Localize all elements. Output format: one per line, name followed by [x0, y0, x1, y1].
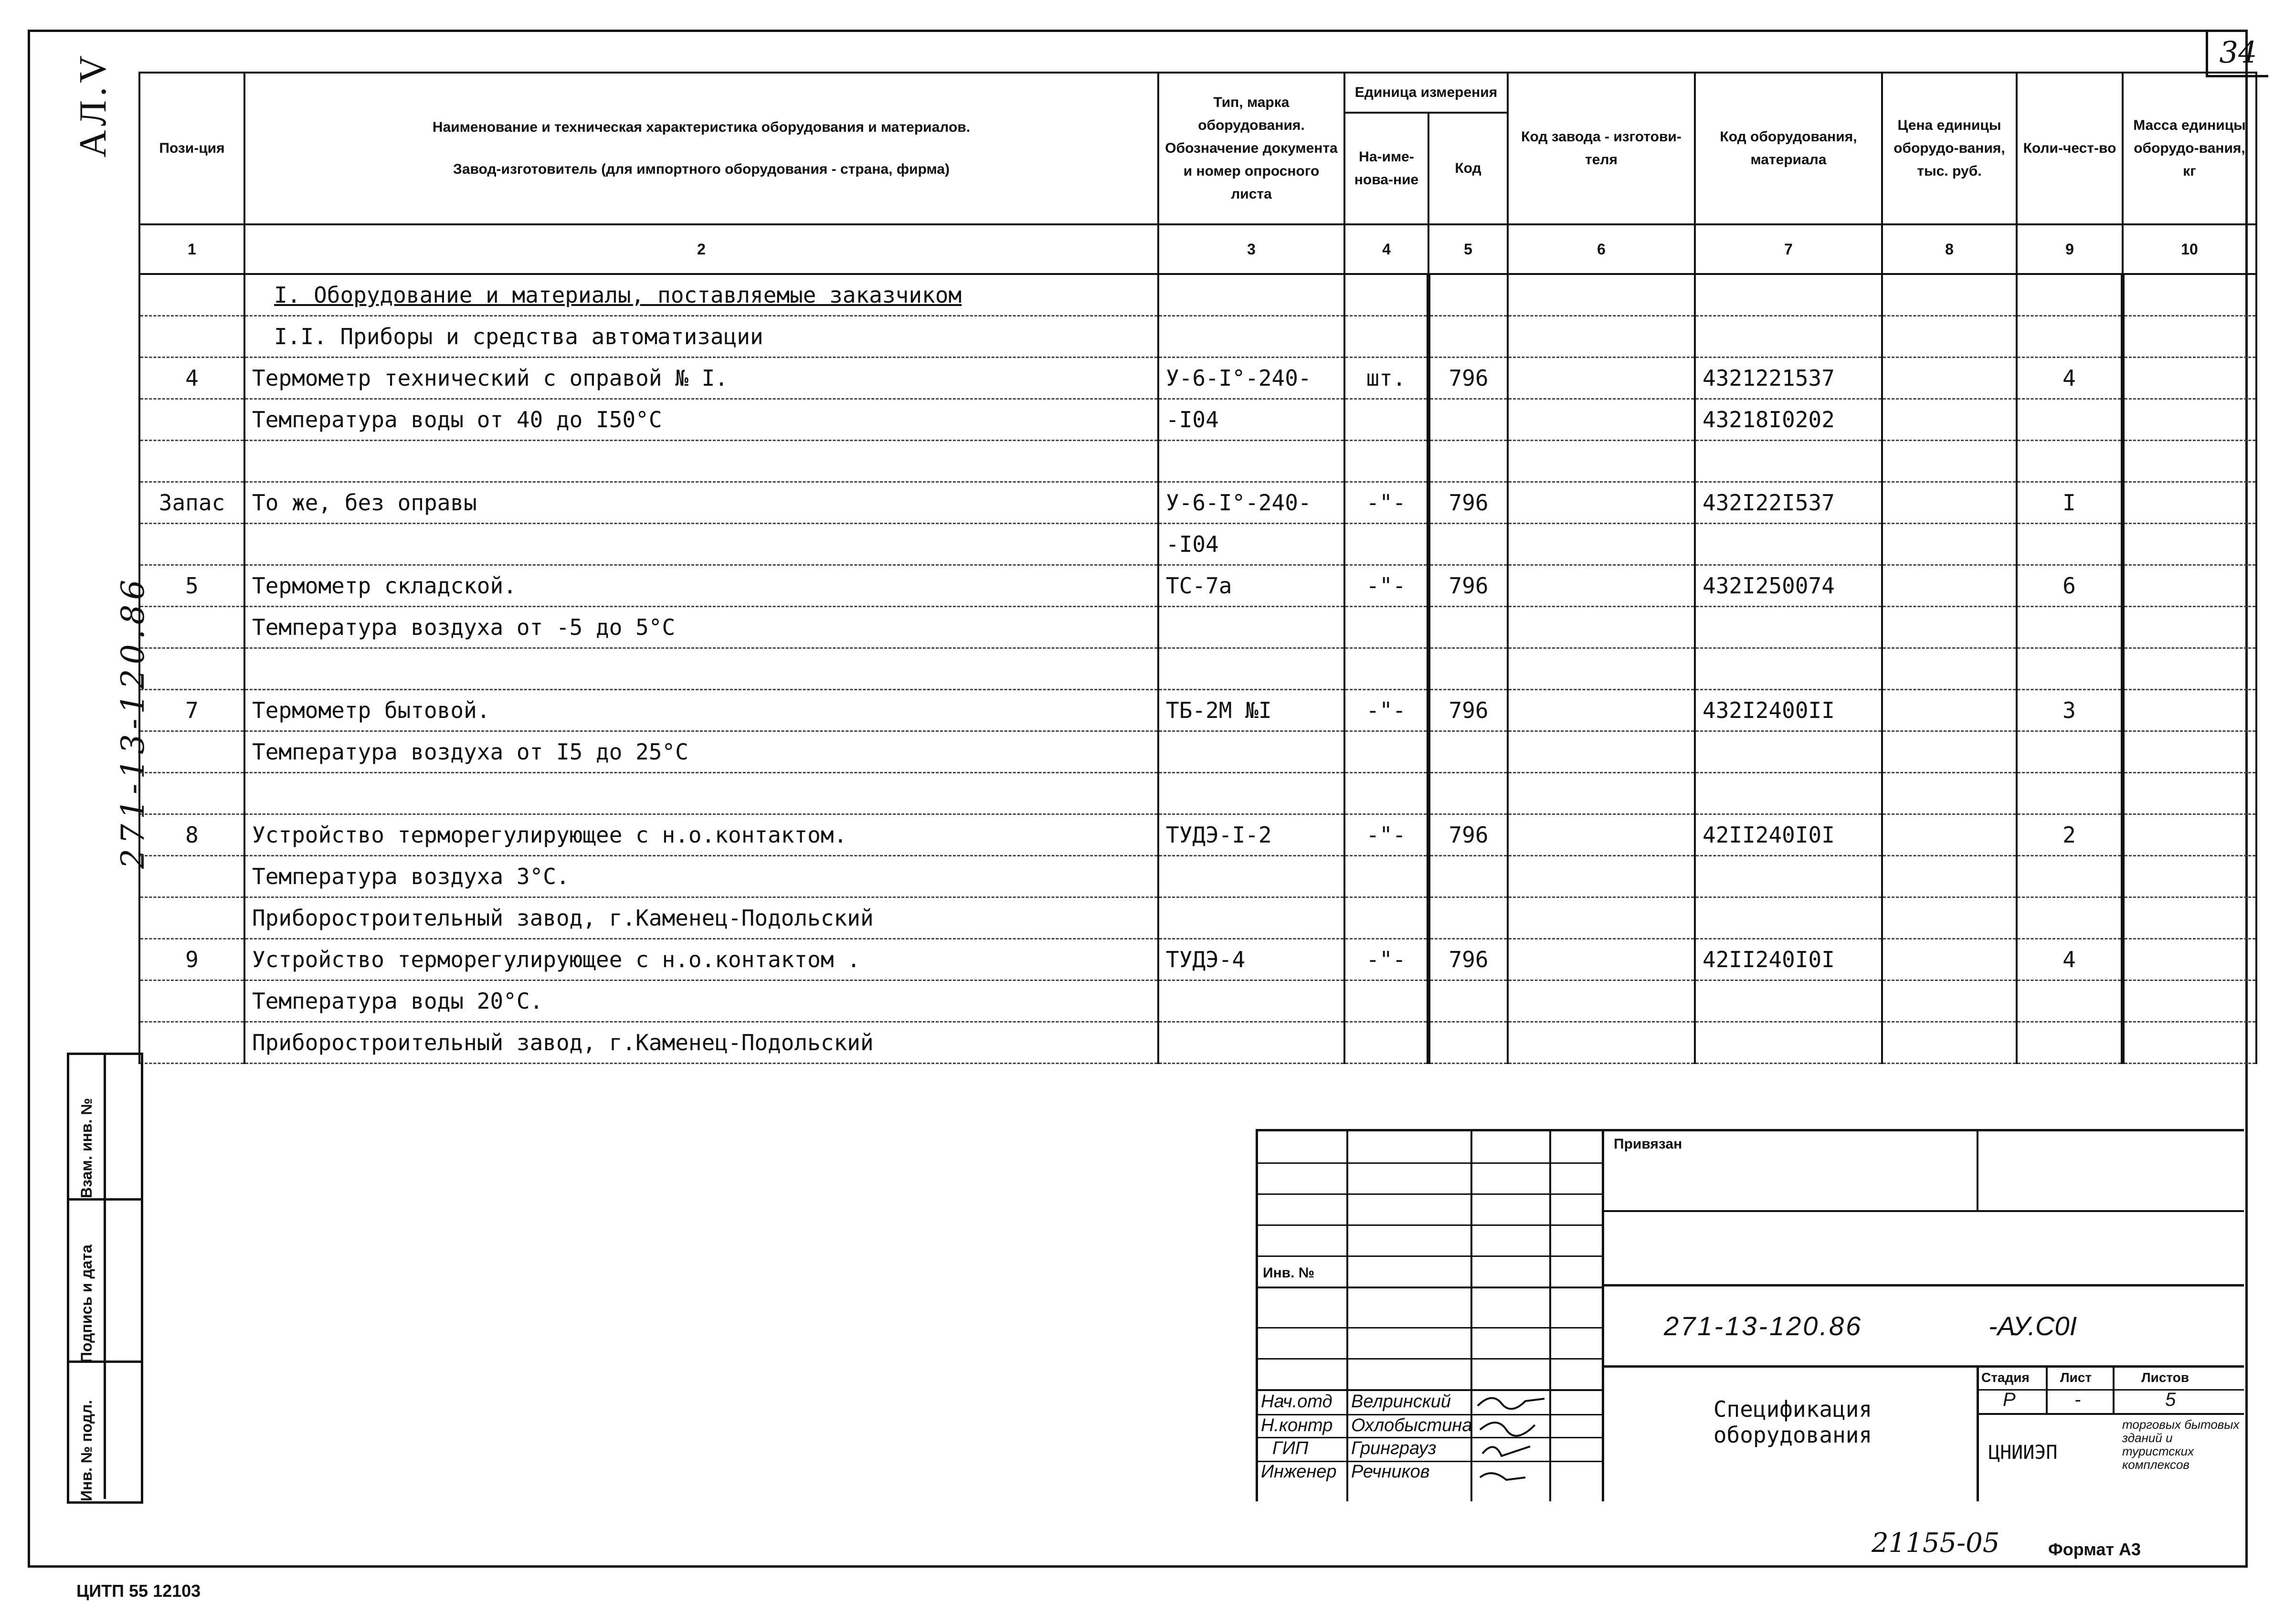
col-number: 3 [1158, 224, 1344, 274]
table-row [139, 897, 2256, 939]
cell-pos [139, 607, 244, 648]
cell-qty [2017, 274, 2123, 316]
cell-name: Устройство терморегулирующее с н.о.контактом . [244, 939, 1158, 981]
cell-mass [2123, 856, 2256, 897]
cell-eq [1695, 607, 1882, 648]
stage-label: Стадия [1981, 1370, 2030, 1385]
cell-eq: 4321221537 [1695, 358, 1882, 399]
cell-code [1428, 607, 1508, 648]
cell-name: I.I. Приборы и средства автоматизации [244, 316, 1158, 358]
sheets-value: 5 [2165, 1389, 2176, 1410]
cell-type [1158, 773, 1344, 814]
cell-mfr [1508, 1022, 1695, 1064]
col-number: 8 [1882, 224, 2017, 274]
col-number: 7 [1695, 224, 1882, 274]
col-number: 5 [1428, 224, 1508, 274]
cell-pos: 5 [139, 565, 244, 607]
cell-eq [1695, 274, 1882, 316]
cell-price [1882, 358, 2017, 399]
cell-unit: -"- [1344, 482, 1428, 524]
table-row [139, 524, 2256, 565]
cell-mass [2123, 897, 2256, 939]
cell-price [1882, 1022, 2017, 1064]
cell-eq: 43218I0202 [1695, 399, 1882, 441]
cell-mfr [1508, 773, 1695, 814]
cell-mass [2123, 316, 2256, 358]
role-name: Гринграуз [1351, 1438, 1437, 1458]
approval-stamp [67, 1053, 143, 1504]
cell-qty: 3 [2017, 690, 2123, 731]
col-header-unit-code: Код [1428, 113, 1508, 224]
cell-mfr [1508, 981, 1695, 1022]
cell-unit [1344, 316, 1428, 358]
cell-mfr [1508, 897, 1695, 939]
cell-code [1428, 856, 1508, 897]
cell-code [1428, 399, 1508, 441]
cell-type [1158, 316, 1344, 358]
cell-eq: 42II240I0I [1695, 814, 1882, 856]
cell-unit [1344, 441, 1428, 482]
column-number-row [139, 224, 2256, 274]
cell-mass [2123, 482, 2256, 524]
cell-type: У-6-I°-240- [1158, 482, 1344, 524]
cell-mass [2123, 690, 2256, 731]
doc-title: Спецификация оборудования [1713, 1396, 1872, 1448]
signatures [1473, 1392, 1549, 1501]
cell-eq [1695, 648, 1882, 690]
cell-code: 796 [1428, 565, 1508, 607]
cell-type: ТУДЭ-I-2 [1158, 814, 1344, 856]
cell-name [244, 524, 1158, 565]
cell-qty [2017, 1022, 2123, 1064]
cell-code: 796 [1428, 814, 1508, 856]
col-header-name-line1: Наименование и техническая характеристика оборудования и материалов. [432, 119, 971, 135]
col-number: 10 [2123, 224, 2256, 274]
cell-type [1158, 648, 1344, 690]
cell-mfr [1508, 316, 1695, 358]
cell-mass [2123, 814, 2256, 856]
cell-name: Температура воздуха от -5 до 5°C [244, 607, 1158, 648]
cell-eq [1695, 856, 1882, 897]
cell-type [1158, 441, 1344, 482]
table-row [139, 1022, 2256, 1064]
cell-qty [2017, 773, 2123, 814]
side-code: АЛ.V [72, 52, 114, 158]
cell-pos: 7 [139, 690, 244, 731]
cell-mass [2123, 274, 2256, 316]
cell-qty: I [2017, 482, 2123, 524]
cell-type: ТБ-2М №I [1158, 690, 1344, 731]
table-row [139, 690, 2256, 731]
table-row [139, 648, 2256, 690]
table-row [139, 981, 2256, 1022]
cell-pos: 4 [139, 358, 244, 399]
cell-eq [1695, 981, 1882, 1022]
cell-unit [1344, 607, 1428, 648]
cell-eq [1695, 731, 1882, 773]
inv-no-label: Инв. № [1263, 1265, 1315, 1281]
cell-eq: 432I2400II [1695, 690, 1882, 731]
cell-mass [2123, 773, 2256, 814]
cell-eq [1695, 773, 1882, 814]
cell-qty [2017, 981, 2123, 1022]
cell-mfr [1508, 856, 1695, 897]
role-label: Инженер [1261, 1462, 1337, 1482]
cell-type [1158, 897, 1344, 939]
cell-eq: 432I250074 [1695, 565, 1882, 607]
cell-mfr [1508, 565, 1695, 607]
cell-price [1882, 981, 2017, 1022]
cell-name: Термометр бытовой. [244, 690, 1158, 731]
cell-eq [1695, 524, 1882, 565]
cell-name [244, 648, 1158, 690]
cell-pos [139, 648, 244, 690]
cell-price [1882, 316, 2017, 358]
stamp-podpis-label: Подпись и дата [78, 1244, 95, 1363]
cell-price [1882, 524, 2017, 565]
cell-qty: 4 [2017, 358, 2123, 399]
cell-qty [2017, 441, 2123, 482]
archive-number: 21155-05 [1872, 1528, 2000, 1559]
cell-pos [139, 856, 244, 897]
cell-qty [2017, 316, 2123, 358]
cell-pos [139, 524, 244, 565]
cell-code [1428, 981, 1508, 1022]
stage-value: Р [2003, 1389, 2016, 1410]
col-number: 6 [1508, 224, 1695, 274]
col-header-price: Цена единицы оборудо-вания, тыс. руб. [1882, 73, 2017, 224]
cell-price [1882, 773, 2017, 814]
cell-mfr [1508, 524, 1695, 565]
role-label: ГИП [1272, 1438, 1309, 1458]
doc-suffix: -АУ.С0I [1988, 1311, 2077, 1341]
table-row [139, 856, 2256, 897]
table-row [139, 565, 2256, 607]
cell-code [1428, 648, 1508, 690]
table-row [139, 482, 2256, 524]
cell-code: 796 [1428, 690, 1508, 731]
cell-price [1882, 648, 2017, 690]
cell-mfr [1508, 441, 1695, 482]
cell-name [244, 441, 1158, 482]
cell-qty [2017, 524, 2123, 565]
table-row [139, 731, 2256, 773]
cell-type [1158, 274, 1344, 316]
cell-mass [2123, 524, 2256, 565]
cell-code [1428, 897, 1508, 939]
cell-pos [139, 773, 244, 814]
table-row [139, 773, 2256, 814]
cell-pos [139, 399, 244, 441]
sheet-label: Лист [2060, 1370, 2092, 1385]
sheets-label: Листов [2141, 1370, 2189, 1385]
spec-table [138, 72, 2257, 1064]
org-note: торговых бытовых зданий и туристских комплексов [2122, 1417, 2240, 1472]
cell-price [1882, 607, 2017, 648]
cell-price [1882, 274, 2017, 316]
role-label: Нач.отд [1261, 1392, 1333, 1412]
cell-type [1158, 731, 1344, 773]
cell-unit: -"- [1344, 565, 1428, 607]
role-name: Охлобыстина [1351, 1415, 1472, 1435]
col-header-name-line2: Завод-изготовитель (для импортного оборудования - страна, фирма) [453, 161, 950, 177]
cell-pos [139, 316, 244, 358]
cell-price [1882, 856, 2017, 897]
cell-unit [1344, 731, 1428, 773]
cell-code [1428, 524, 1508, 565]
cell-unit: -"- [1344, 939, 1428, 981]
cell-code: 796 [1428, 939, 1508, 981]
cell-mfr [1508, 274, 1695, 316]
table-row [139, 814, 2256, 856]
cell-mass [2123, 441, 2256, 482]
cell-price [1882, 399, 2017, 441]
cell-unit [1344, 981, 1428, 1022]
cell-price [1882, 482, 2017, 524]
cell-name: Приборостроительный завод, г.Каменец-Подольский [244, 1022, 1158, 1064]
cell-type: -I04 [1158, 524, 1344, 565]
cell-qty [2017, 897, 2123, 939]
cell-pos [139, 441, 244, 482]
cell-unit: -"- [1344, 814, 1428, 856]
col-header-qty: Коли-чест-во [2017, 73, 2123, 224]
cell-unit [1344, 524, 1428, 565]
cell-code: 796 [1428, 358, 1508, 399]
cell-qty: 2 [2017, 814, 2123, 856]
role-name: Велринский [1351, 1392, 1451, 1412]
cell-mfr [1508, 358, 1695, 399]
cell-mfr [1508, 814, 1695, 856]
cell-eq: 42II240I0I [1695, 939, 1882, 981]
stamp-inv-label: Инв. № подл. [78, 1400, 95, 1501]
table-row [139, 607, 2256, 648]
sheet-value: - [2074, 1389, 2081, 1410]
print-code: ЦИТП 55 12103 [76, 1581, 201, 1601]
cell-mfr [1508, 399, 1695, 441]
cell-name [244, 773, 1158, 814]
cell-unit [1344, 773, 1428, 814]
cell-pos: Запас [139, 482, 244, 524]
cell-qty: 6 [2017, 565, 2123, 607]
col-header-mfr-code: Код завода - изготови-теля [1508, 73, 1695, 224]
col-header-unit: Единица измерения [1344, 73, 1508, 113]
cell-unit [1344, 648, 1428, 690]
cell-code [1428, 316, 1508, 358]
cell-mass [2123, 399, 2256, 441]
cell-code [1428, 731, 1508, 773]
col-header-name [244, 73, 1158, 224]
table-row [139, 441, 2256, 482]
cell-price [1882, 814, 2017, 856]
cell-name: То же, без оправы [244, 482, 1158, 524]
cell-mfr [1508, 607, 1695, 648]
cell-name: Устройство терморегулирующее с н.о.контактом. [244, 814, 1158, 856]
cell-type: ТУДЭ-4 [1158, 939, 1344, 981]
cell-price [1882, 939, 2017, 981]
cell-qty [2017, 648, 2123, 690]
cell-name: Приборостроительный завод, г.Каменец-Подольский [244, 897, 1158, 939]
cell-qty [2017, 399, 2123, 441]
cell-mfr [1508, 939, 1695, 981]
col-number: 1 [139, 224, 244, 274]
cell-mass [2123, 939, 2256, 981]
table-row [139, 939, 2256, 981]
cell-mfr [1508, 648, 1695, 690]
cell-qty: 4 [2017, 939, 2123, 981]
cell-type: -I04 [1158, 399, 1344, 441]
format-label: Формат А3 [2048, 1540, 2141, 1559]
cell-name: Термометр складской. [244, 565, 1158, 607]
cell-name: I. Оборудование и материалы, поставляемые заказчиком [244, 274, 1158, 316]
cell-mass [2123, 565, 2256, 607]
cell-type [1158, 1022, 1344, 1064]
title-block [1256, 1129, 2244, 1501]
cell-price [1882, 565, 2017, 607]
cell-code [1428, 1022, 1508, 1064]
table-row [139, 274, 2256, 316]
cell-type [1158, 981, 1344, 1022]
cell-mass [2123, 607, 2256, 648]
cell-type: У-6-I°-240- [1158, 358, 1344, 399]
cell-unit [1344, 856, 1428, 897]
col-header-eq-code: Код оборудования, материала [1695, 73, 1882, 224]
cell-price [1882, 441, 2017, 482]
cell-mass [2123, 731, 2256, 773]
cell-pos [139, 274, 244, 316]
table-row [139, 399, 2256, 441]
cell-eq [1695, 897, 1882, 939]
col-header-unit-name: На-име-нова-ние [1344, 113, 1428, 224]
cell-mass [2123, 648, 2256, 690]
cell-price [1882, 897, 2017, 939]
col-number: 4 [1344, 224, 1428, 274]
cell-price [1882, 690, 2017, 731]
cell-qty [2017, 856, 2123, 897]
cell-code [1428, 441, 1508, 482]
cell-pos [139, 1022, 244, 1064]
cell-mfr [1508, 482, 1695, 524]
cell-type [1158, 607, 1344, 648]
cell-eq [1695, 441, 1882, 482]
cell-name: Температура воздуха 3°C. [244, 856, 1158, 897]
role-label: Н.контр [1261, 1415, 1333, 1435]
cell-pos [139, 897, 244, 939]
table-row [139, 316, 2256, 358]
cell-qty [2017, 731, 2123, 773]
cell-mass [2123, 981, 2256, 1022]
cell-code [1428, 274, 1508, 316]
cell-eq: 432I22I537 [1695, 482, 1882, 524]
cell-name: Температура воды от 40 до I50°C [244, 399, 1158, 441]
cell-pos: 9 [139, 939, 244, 981]
cell-type [1158, 856, 1344, 897]
cell-pos [139, 981, 244, 1022]
cell-unit: шт. [1344, 358, 1428, 399]
cell-mfr [1508, 690, 1695, 731]
cell-type: ТС-7а [1158, 565, 1344, 607]
cell-name: Термометр технический с оправой № I. [244, 358, 1158, 399]
cell-unit [1344, 897, 1428, 939]
cell-mfr [1508, 731, 1695, 773]
cell-name: Температура воздуха от I5 до 25°C [244, 731, 1158, 773]
privyazan-label: Привязан [1614, 1136, 1682, 1152]
col-header-position: Пози-ция [139, 73, 244, 224]
cell-unit [1344, 1022, 1428, 1064]
cell-unit [1344, 274, 1428, 316]
cell-unit: -"- [1344, 690, 1428, 731]
cell-price [1882, 731, 2017, 773]
doc-code: 271-13-120.86 [1664, 1311, 1863, 1341]
cell-pos [139, 731, 244, 773]
stamp-vzam-label: Взам. инв. № [78, 1098, 95, 1198]
cell-mass [2123, 1022, 2256, 1064]
cell-qty [2017, 607, 2123, 648]
cell-code [1428, 773, 1508, 814]
col-number: 9 [2017, 224, 2123, 274]
org-name: ЦНИИЭП [1988, 1442, 2058, 1464]
cell-pos: 8 [139, 814, 244, 856]
cell-mass [2123, 358, 2256, 399]
cell-name: Температура воды 20°C. [244, 981, 1158, 1022]
cell-eq [1695, 1022, 1882, 1064]
col-number: 2 [244, 224, 1158, 274]
col-header-mass: Масса единицы оборудо-вания, кг [2123, 73, 2256, 224]
cell-eq [1695, 316, 1882, 358]
col-header-type: Тип, марка оборудования. Обозначение документа и номер опросного листа [1158, 73, 1344, 224]
table-row [139, 358, 2256, 399]
side-doc-code: 271-13-120.86 [115, 575, 151, 869]
sheet-number: 34 [2206, 30, 2268, 77]
role-name: Речников [1351, 1462, 1430, 1482]
cell-code: 796 [1428, 482, 1508, 524]
cell-unit [1344, 399, 1428, 441]
